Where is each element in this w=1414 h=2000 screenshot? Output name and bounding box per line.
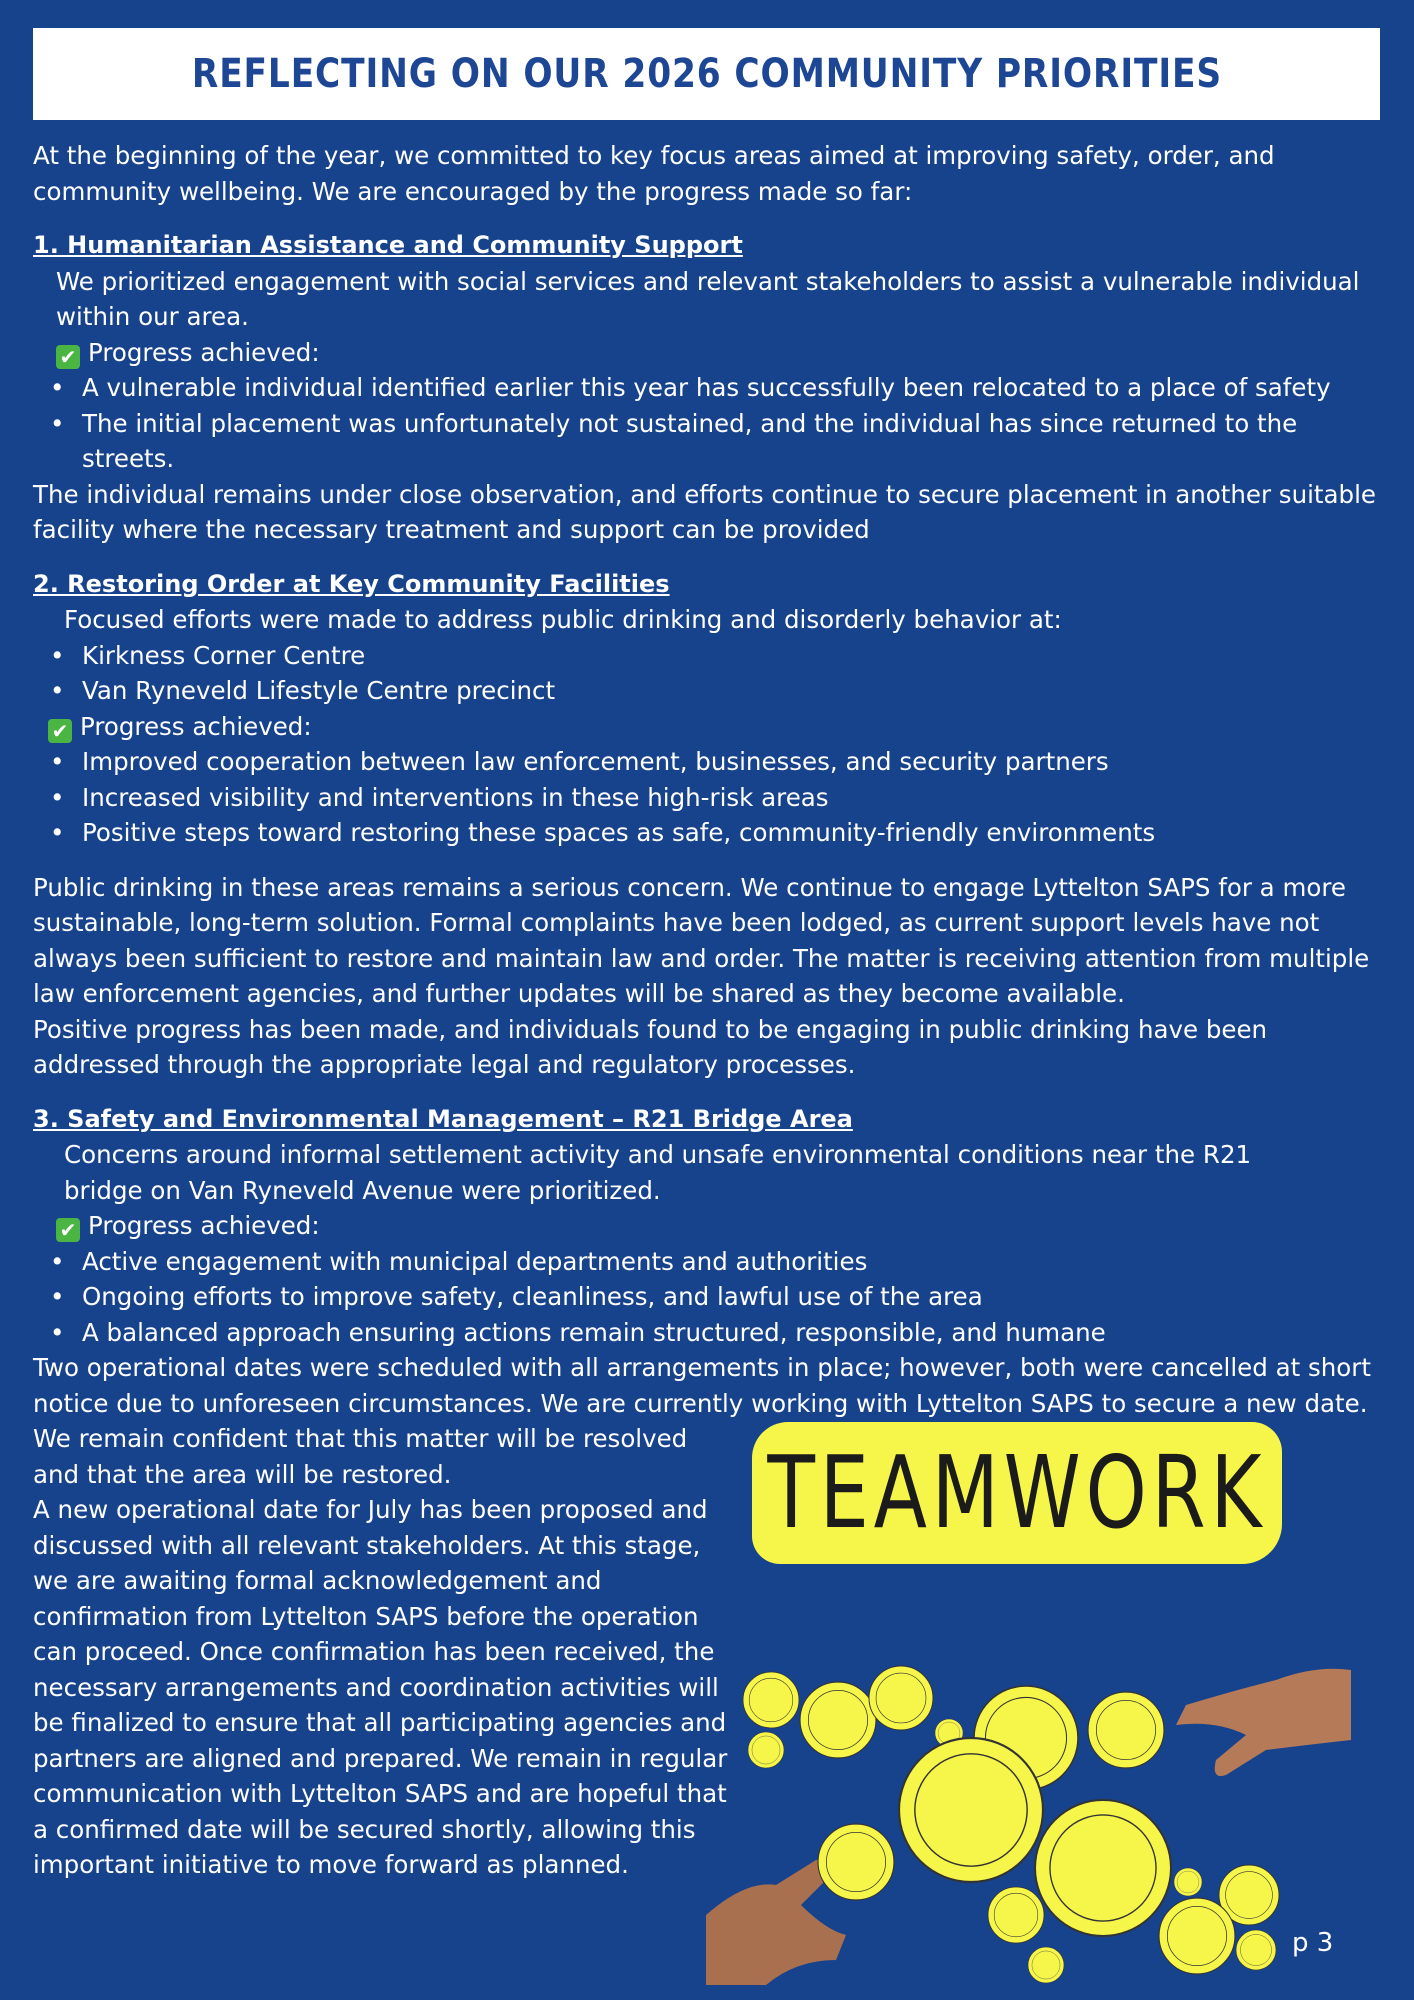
list-item: • The initial placement was unfortunately not sustained, and the individual has since returned to the streets. — [33, 406, 1388, 477]
title-banner — [33, 28, 1380, 120]
intro-paragraph: At the beginning of the year, we committed to key focus areas aimed at improving safety, order, and community wellbeing. We are encouraged by the progress made so far: — [33, 141, 1275, 206]
gear-icon — [1088, 1692, 1164, 1768]
section2-paragraph-1: Public drinking in these areas remains a serious concern. We continue to engage Lyttelton SAPS for a more sustainable, long-term solution. Formal complaints have been lodged, as current support levels have not always been sufficient to restore and maintain law and order. The matter is receiving attention from multiple law enforcement agencies, and further updates will be shared as they become available. — [33, 872, 1370, 1008]
gear-icon — [899, 1738, 1043, 1882]
progress-label: Progress achieved: — [80, 711, 312, 741]
section2-lead: Focused efforts were made to address public drinking and disorderly behavior at: — [64, 605, 1062, 634]
right-hand-icon — [1176, 1669, 1351, 1776]
gear-icon — [818, 1824, 894, 1900]
gear-icon — [1159, 1898, 1235, 1974]
page-number: p 3 — [1292, 1928, 1334, 1958]
gear-icon — [869, 1666, 933, 1730]
gear-icon — [800, 1682, 876, 1758]
list-item: • Positive steps toward restoring these spaces as safe, community-friendly environments — [33, 815, 1388, 851]
section3-paragraph-3: A new operational date for July has been proposed and discussed with all relevant stakeholders. At this stage, we are awaiting formal acknowledgement and confirmation from Lyttelton SAPS before the operation can proceed. Once confirmation has been received, the necessary arrangements and coordination activities will be finalized to ensure that all participating agencies and partners are aligned and prepared. We remain in regular communication with Lyttelton SAPS and are hopeful that a confirmed date will be secured shortly, allowing this important initiative to move forward as planned. — [33, 1495, 728, 1879]
gear-icon — [743, 1672, 799, 1728]
list-item: • Van Ryneveld Lifestyle Centre precinct — [33, 673, 1388, 709]
gear-icon — [1174, 1868, 1202, 1896]
list-item: • Ongoing efforts to improve safety, cleanliness, and lawful use of the area — [33, 1279, 1388, 1315]
check-mark-icon: ✔ — [56, 1218, 80, 1242]
progress-label: Progress achieved: — [88, 1211, 320, 1240]
list-item: • Improved cooperation between law enforcement, businesses, and security partners — [33, 744, 1388, 780]
section1-closing: The individual remains under close observation, and efforts continue to secure placement in another suitable facility where the necessary treatment and support can be provided — [33, 479, 1376, 544]
list-item: • Increased visibility and interventions in these high-risk areas — [33, 780, 1388, 816]
check-mark-icon: ✔ — [56, 345, 80, 369]
list-item: • A vulnerable individual identified earlier this year has successfully been relocated to a place of safety — [33, 370, 1388, 406]
check-mark-icon: ✔ — [48, 719, 72, 743]
article-body — [33, 138, 1388, 1883]
section2-paragraph-2: Positive progress has been made, and individuals found to be engaging in public drinking have been addressed through the appropriate legal and regulatory processes. — [33, 1014, 1268, 1079]
section3-heading: 3. Safety and Environmental Management – R21 Bridge Area — [33, 1104, 853, 1133]
section3-paragraph-2: We remain confident that this matter will be resolved and that the area will be restored. — [33, 1424, 688, 1489]
section3-paragraph-1: Two operational dates were scheduled with all arrangements in place; however, both were cancelled at short notice due to unforeseen circumstances. We are currently working with Lyttelton SAPS to secure a new date. — [33, 1353, 1371, 1418]
gear-icon — [1028, 1947, 1064, 1983]
section1-bullet-list — [33, 370, 1388, 477]
gear-icon — [988, 1887, 1044, 1943]
list-item: • A balanced approach ensuring actions remain structured, responsible, and humane — [33, 1315, 1388, 1351]
section1-progress — [33, 335, 1388, 371]
page-title: REFLECTING ON OUR 2026 COMMUNITY PRIORITIES — [191, 51, 1222, 97]
progress-label: Progress achieved: — [88, 337, 320, 367]
section1-heading: 1. Humanitarian Assistance and Community Support — [33, 231, 743, 259]
section2-location-list — [33, 638, 1388, 709]
section1-lead: We prioritized engagement with social services and relevant stakeholders to assist a vulnerable individual within our area. — [56, 266, 1360, 331]
list-item: • Kirkness Corner Centre — [33, 638, 1388, 674]
gear-icon — [1236, 1930, 1276, 1970]
gear-icon — [1035, 1800, 1171, 1936]
section2-bullet-list — [33, 744, 1388, 851]
section3-bullet-list — [33, 1244, 1388, 1351]
section2-heading: 2. Restoring Order at Key Community Facilities — [33, 569, 670, 598]
teamwork-text: TEAMWORK — [767, 1434, 1267, 1551]
section3-progress — [33, 1208, 1388, 1244]
section2-progress — [33, 709, 1388, 745]
gear-icon — [748, 1732, 784, 1768]
list-item: • Active engagement with municipal departments and authorities — [33, 1244, 1388, 1280]
teamwork-banner — [752, 1422, 1282, 1564]
gears-illustration — [706, 1660, 1351, 1985]
section3-lead: Concerns around informal settlement activity and unsafe environmental conditions near the R21 bridge on Van Ryneveld Avenue were prioritized. — [64, 1140, 1252, 1205]
